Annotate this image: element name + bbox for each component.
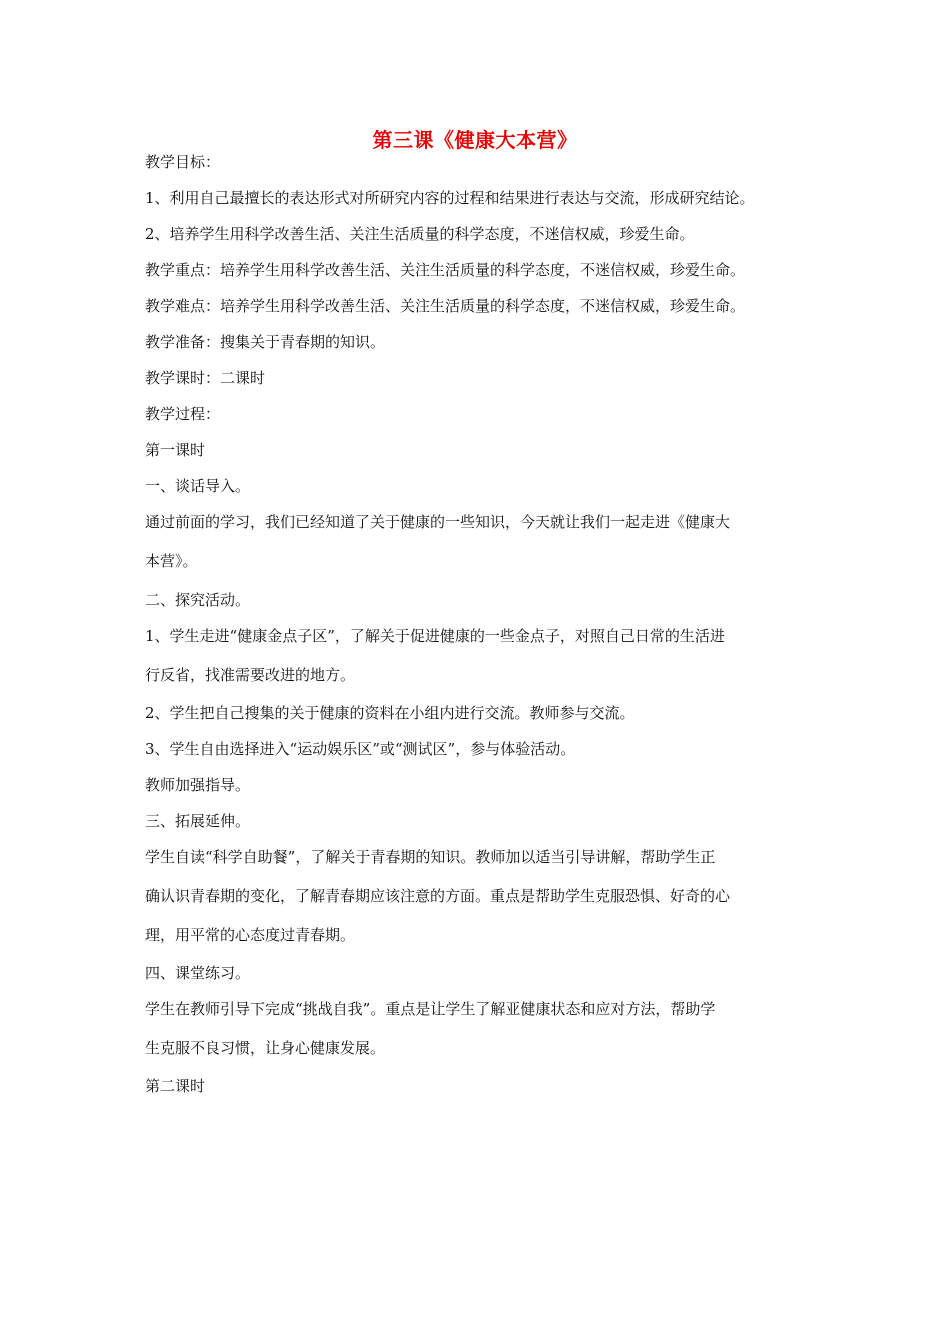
text-line: 1、学生走进“健康金点子区”，了解关于促进健康的一些金点子，对照自己日常的生活进: [145, 627, 725, 645]
text-line: 三、拓展延伸。: [145, 812, 251, 830]
text-line: 教学准备：搜集关于青春期的知识。: [145, 333, 386, 351]
text-line: 教学难点：培养学生用科学改善生活、关注生活质量的科学态度，不迷信权威，珍爱生命。: [145, 297, 746, 315]
text-line: 学生在教师引导下完成“挑战自我”。重点是让学生了解亚健康状态和应对方法，帮助学: [145, 1000, 716, 1018]
text-line: 教学过程：: [145, 405, 221, 423]
document-title: 第三课《健康大本营》: [372, 128, 578, 152]
text-line: 四、课堂练习。: [145, 964, 251, 982]
text-line: 1、利用自己最擅长的表达形式对所研究内容的过程和结果进行表达与交流，形成研究结论。: [145, 189, 755, 207]
text-line: 第一课时: [145, 441, 206, 459]
text-line: 生克服不良习惯，让身心健康发展。: [145, 1039, 386, 1057]
text-line: 本营》。: [145, 552, 198, 570]
text-line: 教师加强指导。: [145, 776, 251, 794]
text-line: 教学重点：培养学生用科学改善生活、关注生活质量的科学态度，不迷信权威，珍爱生命。: [145, 261, 746, 279]
text-line: 教学目标：: [145, 153, 221, 171]
text-line: 通过前面的学习，我们已经知道了关于健康的一些知识，今天就让我们一起走进《健康大: [145, 513, 731, 531]
text-line: 教学课时：二课时: [145, 369, 266, 387]
text-line: 理，用平常的心态度过青春期。: [145, 926, 356, 944]
text-line: 2、学生把自己搜集的关于健康的资料在小组内进行交流。教师参与交流。: [145, 704, 635, 722]
text-line: 第二课时: [145, 1077, 206, 1095]
text-line: 确认识青春期的变化，了解青春期应该注意的方面。重点是帮助学生克服恐惧、好奇的心: [145, 887, 731, 905]
text-line: 二、探究活动。: [145, 591, 251, 609]
text-line: 学生自读“科学自助餐”，了解关于青春期的知识。教师加以适当引导讲解，帮助学生正: [145, 848, 716, 866]
text-line: 一、谈话导入。: [145, 477, 251, 495]
text-line: 3、学生自由选择进入“运动娱乐区”或“测试区”，参与体验活动。: [145, 740, 576, 758]
text-line: 2、培养学生用科学改善生活、关注生活质量的科学态度，不迷信权威，珍爱生命。: [145, 225, 695, 243]
text-line: 行反省，找准需要改进的地方。: [145, 666, 356, 684]
